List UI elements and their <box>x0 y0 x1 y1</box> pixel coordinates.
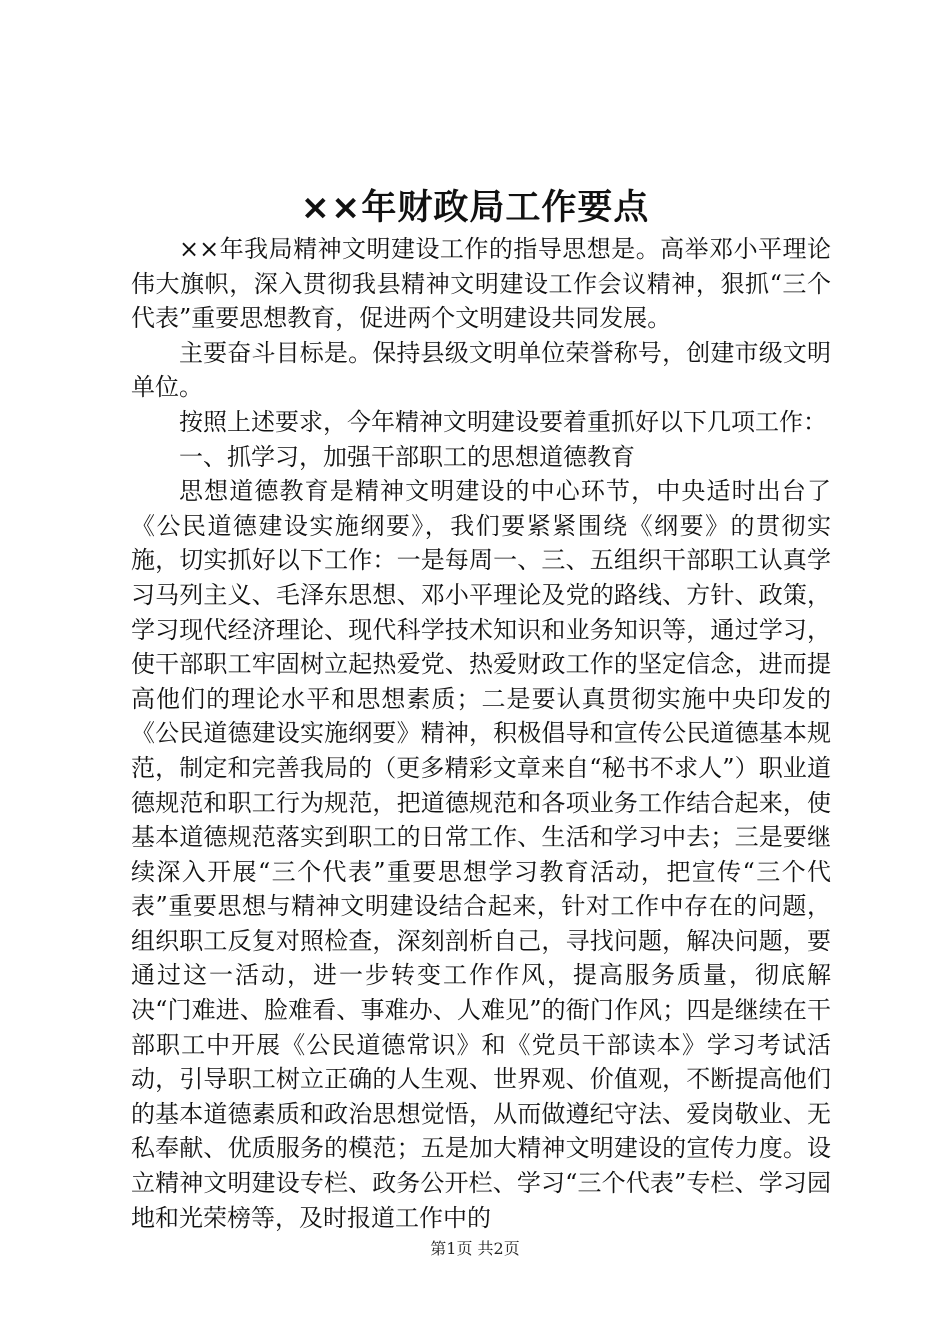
paragraph-requirements: 按照上述要求，今年精神文明建设要着重抓好以下几项工作： <box>179 407 827 436</box>
page-title: ××年财政局工作要点 <box>300 188 650 228</box>
document-body <box>131 232 831 1235</box>
section-heading-study: 一、抓学习，加强干部职工的思想道德教育 <box>179 442 635 471</box>
page-number: 第1页 共2页 <box>430 1239 520 1258</box>
paragraph-guiding-ideology: ××年我局精神文明建设工作的指导思想是。高举邓小平理论伟大旗帜，深入贯彻我县精神文明建设工作会议精神，狠抓“三个代表”重要思想教育，促进两个文明建设共同发展。 <box>131 235 831 333</box>
paragraph-main-goal: 主要奋斗目标是。保持县级文明单位荣誉称号，创建市级文明单位。 <box>131 338 831 402</box>
paragraph-moral-education: 思想道德教育是精神文明建设的中心环节，中央适时出台了《公民道德建设实施纲要》，我们要紧紧围绕《纲要》的贯彻实施，切实抓好以下工作：一是每周一、三、五组织干部职工认真学习马列主义、毛泽东思想、邓小平理论及党的路线、方针、政策，学习现代经济理论、现代科学技术知识和业务知识等，通过学习，使干部职工牢固树立起热爱党、热爱财政工作的坚定信念，进而提高他们的理论水平和思想素质；二是要认真贯彻实施中央印发的《公民道德建设实施纲要》精神，积极倡导和宣传公民道德基本规范，制定和完善我局的（更多精彩文章来自“秘书不求人”）职业道德规范和职工行为规范，把道德规范和各项业务工作结合起来，使基本道德规范落实到职工的日常工作、生活和学习中去；三是要继续深入开展“三个代表”重要思想学习教育活动，把宣传“三个代表”重要思想与精神文明建设结合起来，针对工作中存在的问题，组织职工反复对照检查，深刻剖析自己，寻找问题，解决问题，要通过这一活动，进一步转变工作作风，提高服务质量，彻底解决“门难进、脸难看、事难办、人难见”的衙门作风；四是继续在干部职工中开展《公民道德常识》和《党员干部读本》学习考试活动，引导职工树立正确的人生观、世界观、价值观，不断提高他们的基本道德素质和政治思想觉悟，从而做遵纪守法、爱岗敬业、无私奉献、优质服务的模范；五是加大精神文明建设的宣传力度。设立精神文明建设专栏、政务公开栏、学习“三个代表”专栏、学习园地和光荣榜等，及时报道工作中的 <box>131 477 831 1232</box>
